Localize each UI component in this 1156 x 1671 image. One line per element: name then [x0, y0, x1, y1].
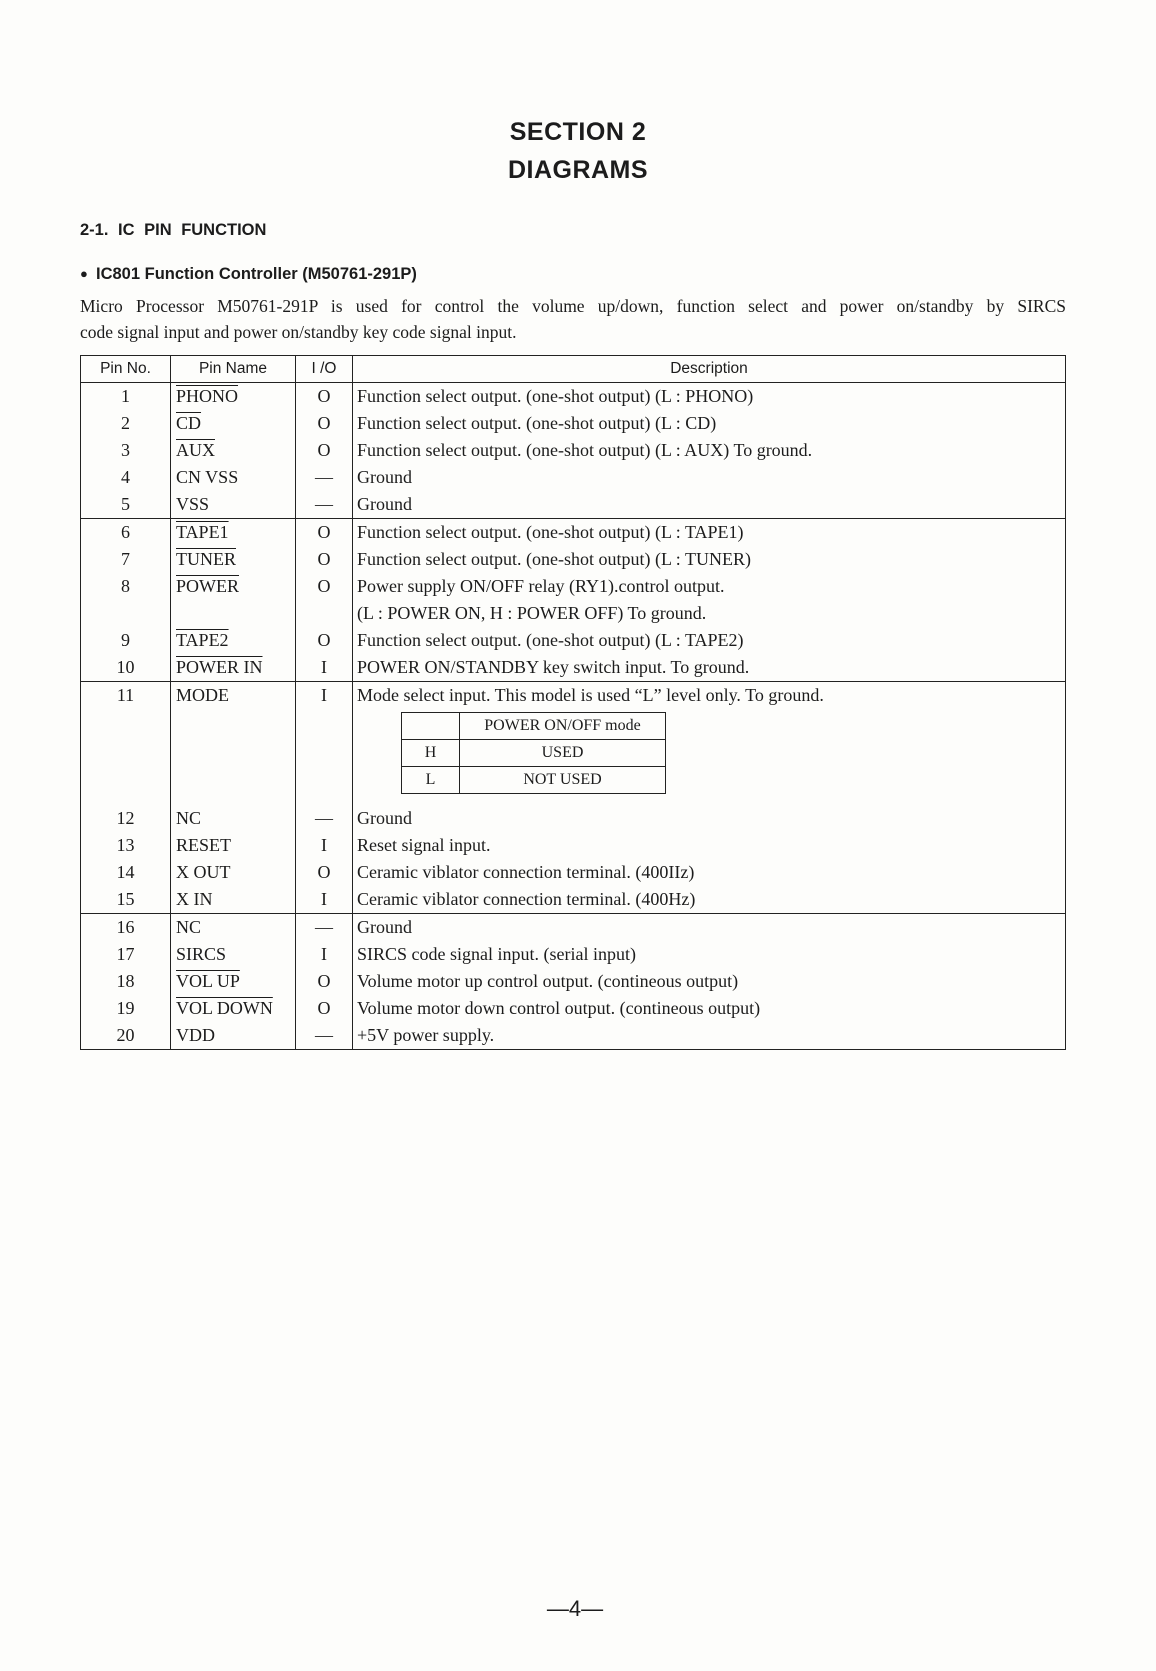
table-row [81, 654, 1066, 682]
pin-name-cell [171, 832, 296, 859]
description-text: Volume motor down control output. (contineous output) [357, 998, 761, 1018]
table-row [81, 546, 1066, 573]
description-cell [353, 1022, 1066, 1050]
pin-name-cell [171, 654, 296, 682]
pin-number-cell: 20 [81, 1022, 171, 1050]
io-cell: O [296, 995, 353, 1022]
table-row [81, 464, 1066, 491]
description-text: Ceramic viblator connection terminal. (400Hz) [357, 889, 696, 909]
header-pin-no: Pin No. [81, 356, 171, 383]
description-cell [353, 832, 1066, 859]
pin-number-cell: 5 [81, 491, 171, 519]
section-title: SECTION 2 [509, 118, 647, 146]
description-text: Function select output. (one-shot output) (L : TUNER) [357, 549, 751, 569]
description-text: POWER ON/STANDBY key switch input. To ground. [357, 657, 750, 677]
intro-paragraph [80, 293, 1066, 345]
power-mode-corner-cell [402, 713, 460, 740]
pin-function-table [80, 355, 1066, 1050]
description-text: Mode select input. This model is used “L” level only. To ground. [357, 685, 824, 705]
pin-name-cell [171, 1022, 296, 1050]
io-cell: I [296, 832, 353, 859]
power-mode-value: USED [460, 740, 666, 767]
header-io: I /O [296, 356, 353, 383]
table-row [81, 832, 1066, 859]
io-cell: O [296, 437, 353, 464]
table-row [81, 859, 1066, 886]
description-text: Ground [357, 494, 412, 514]
table-header-row [81, 356, 1066, 383]
io-cell: O [296, 859, 353, 886]
io-cell: — [296, 914, 353, 942]
pin-name-text: X OUT [176, 862, 231, 882]
table-row [81, 886, 1066, 914]
description-text: Power supply ON/OFF relay (RY1).control output. (L : POWER ON, H : POWER OFF) To ground. [357, 576, 725, 623]
pin-name-text: VDD [176, 1025, 215, 1045]
io-cell: O [296, 383, 353, 411]
table-row [81, 410, 1066, 437]
pin-name-text: NC [176, 808, 202, 828]
intro-line: Micro Processor M50761-291P is used for control the volume up/down, function select and power on/standby by SIRCS [80, 296, 1066, 316]
description-text: Function select output. (one-shot output) (L : TAPE2) [357, 630, 744, 650]
pin-name-text: MODE [176, 685, 229, 705]
pin-name-text: VOL DOWN [176, 998, 273, 1018]
page-number: —4— [546, 1596, 604, 1621]
description-cell [353, 519, 1066, 547]
pin-name-cell [171, 805, 296, 832]
pin-number-cell: 14 [81, 859, 171, 886]
pin-number-cell: 19 [81, 995, 171, 1022]
description-text: Ceramic viblator connection terminal. (400IIz) [357, 862, 695, 882]
pin-number-cell: 18 [81, 968, 171, 995]
pin-number-cell: 16 [81, 914, 171, 942]
power-mode-level: L [402, 767, 460, 794]
description-text: Reset signal input. [357, 835, 491, 855]
power-mode-row [402, 767, 666, 794]
description-text: Ground [357, 467, 412, 487]
table-row [81, 573, 1066, 627]
pin-name-cell [171, 546, 296, 573]
description-text: Function select output. (one-shot output) (L : TAPE1) [357, 522, 744, 542]
table-row [81, 519, 1066, 547]
pin-number-cell: 2 [81, 410, 171, 437]
pin-name-text: $\overline{AUX}$ [176, 440, 215, 460]
pin-name-cell [171, 941, 296, 968]
description-text: Function select output. (one-shot output) (L : CD) [357, 413, 717, 433]
pin-name-text: VSS [176, 494, 210, 514]
description-text: Volume motor up control output. (contineous output) [357, 971, 739, 991]
pin-name-cell [171, 968, 296, 995]
table-header [81, 356, 1066, 383]
pin-name-cell [171, 995, 296, 1022]
description-cell [353, 383, 1066, 411]
description-text: SIRCS code signal input. (serial input) [357, 944, 636, 964]
section-subtitle: DIAGRAMS [507, 156, 649, 184]
pin-name-text: PHONO [176, 386, 239, 406]
description-text: Ground [357, 917, 412, 937]
io-cell: O [296, 546, 353, 573]
pin-name-cell [171, 410, 296, 437]
table-row [81, 914, 1066, 942]
description-text: Function select output. (one-shot output) (L : PHONO) [357, 386, 754, 406]
description-text: +5V power supply. [357, 1025, 495, 1045]
pin-number-cell: 13 [81, 832, 171, 859]
description-text: Ground [357, 808, 412, 828]
pin-number-cell: 3 [81, 437, 171, 464]
pin-group [81, 682, 1066, 914]
description-cell [353, 914, 1066, 942]
io-cell: O [296, 573, 353, 627]
description-cell [353, 968, 1066, 995]
table-row [81, 995, 1066, 1022]
pin-group [81, 383, 1066, 519]
pin-group [81, 914, 1066, 1050]
description-cell [353, 573, 1066, 627]
io-cell: I [296, 682, 353, 806]
table-row [81, 805, 1066, 832]
table-row [81, 383, 1066, 411]
pin-name-text: CN VSS [176, 467, 239, 487]
description-cell [353, 627, 1066, 654]
pin-group [81, 519, 1066, 682]
pin-name-cell [171, 886, 296, 914]
power-mode-row [402, 740, 666, 767]
ic-heading-text: IC801 Function Controller (M50761-291P) [96, 265, 417, 283]
pin-name-text: SIRCS [176, 944, 227, 964]
description-cell [353, 859, 1066, 886]
pin-number-cell: 8 [81, 573, 171, 627]
pin-name-text: VOL UP [176, 971, 240, 991]
table-row [81, 968, 1066, 995]
pin-number-cell: 11 [81, 682, 171, 806]
pin-name-text: TAPE1 [176, 522, 229, 542]
ic-heading [80, 264, 417, 284]
description-cell [353, 546, 1066, 573]
pin-name-text: TAPE2 [176, 630, 229, 650]
io-cell: — [296, 464, 353, 491]
pin-name-cell [171, 519, 296, 547]
intro-line: code signal input and power on/standby key code signal input. [80, 322, 517, 342]
description-cell [353, 464, 1066, 491]
pin-name-text: TUNER [176, 549, 236, 569]
description-cell [353, 941, 1066, 968]
pin-number-cell: 1 [81, 383, 171, 411]
power-mode-level: H [402, 740, 460, 767]
table-row [81, 682, 1066, 806]
pin-name-cell [171, 383, 296, 411]
pin-number-cell: 9 [81, 627, 171, 654]
description-cell [353, 805, 1066, 832]
io-cell: I [296, 886, 353, 914]
description-cell [353, 995, 1066, 1022]
io-cell: I [296, 941, 353, 968]
description-cell [353, 491, 1066, 519]
table-row [81, 437, 1066, 464]
power-mode-header: POWER ON/OFF mode [460, 713, 666, 740]
header-description: Description [353, 356, 1066, 383]
description-cell [353, 654, 1066, 682]
pin-name-cell [171, 491, 296, 519]
description-text: Function select output. (one-shot output) (L : AUX) To ground. [357, 440, 813, 460]
power-mode-header-row [402, 713, 666, 740]
table-row [81, 1022, 1066, 1050]
io-cell: — [296, 1022, 353, 1050]
pin-name-cell [171, 859, 296, 886]
io-cell: O [296, 627, 353, 654]
table-row [81, 627, 1066, 654]
io-cell: O [296, 519, 353, 547]
power-mode-table [401, 712, 666, 794]
pin-number-cell: 4 [81, 464, 171, 491]
header-pin-name: Pin Name [171, 356, 296, 383]
description-cell [353, 886, 1066, 914]
pin-number-cell: 7 [81, 546, 171, 573]
pin-name-cell [171, 437, 296, 464]
pin-name-cell [171, 682, 296, 806]
pin-name-cell [171, 914, 296, 942]
pin-name-text: NC [176, 917, 202, 937]
pin-name-text: $\overline{CD}$ [176, 413, 202, 433]
io-cell: I [296, 654, 353, 682]
pin-number-cell: 17 [81, 941, 171, 968]
pin-name-text: RESET [176, 835, 232, 855]
subsection-heading: 2-1. IC PIN FUNCTION [80, 221, 267, 239]
io-cell: O [296, 410, 353, 437]
pin-number-cell: 6 [81, 519, 171, 547]
description-cell [353, 410, 1066, 437]
description-cell [353, 682, 1066, 806]
table-row [81, 491, 1066, 519]
pin-name-text: POWER IN [176, 657, 263, 677]
io-cell: — [296, 805, 353, 832]
pin-name-cell [171, 573, 296, 627]
pin-name-cell [171, 627, 296, 654]
pin-name-cell [171, 464, 296, 491]
pin-number-cell: 10 [81, 654, 171, 682]
bullet-icon: ● [80, 266, 88, 281]
description-cell [353, 437, 1066, 464]
pin-name-text: X IN [176, 889, 213, 909]
pin-number-cell: 15 [81, 886, 171, 914]
io-cell: O [296, 968, 353, 995]
pin-number-cell: 12 [81, 805, 171, 832]
power-mode-value: NOT USED [460, 767, 666, 794]
pin-name-text: POWER [176, 576, 239, 596]
io-cell: — [296, 491, 353, 519]
table-row [81, 941, 1066, 968]
